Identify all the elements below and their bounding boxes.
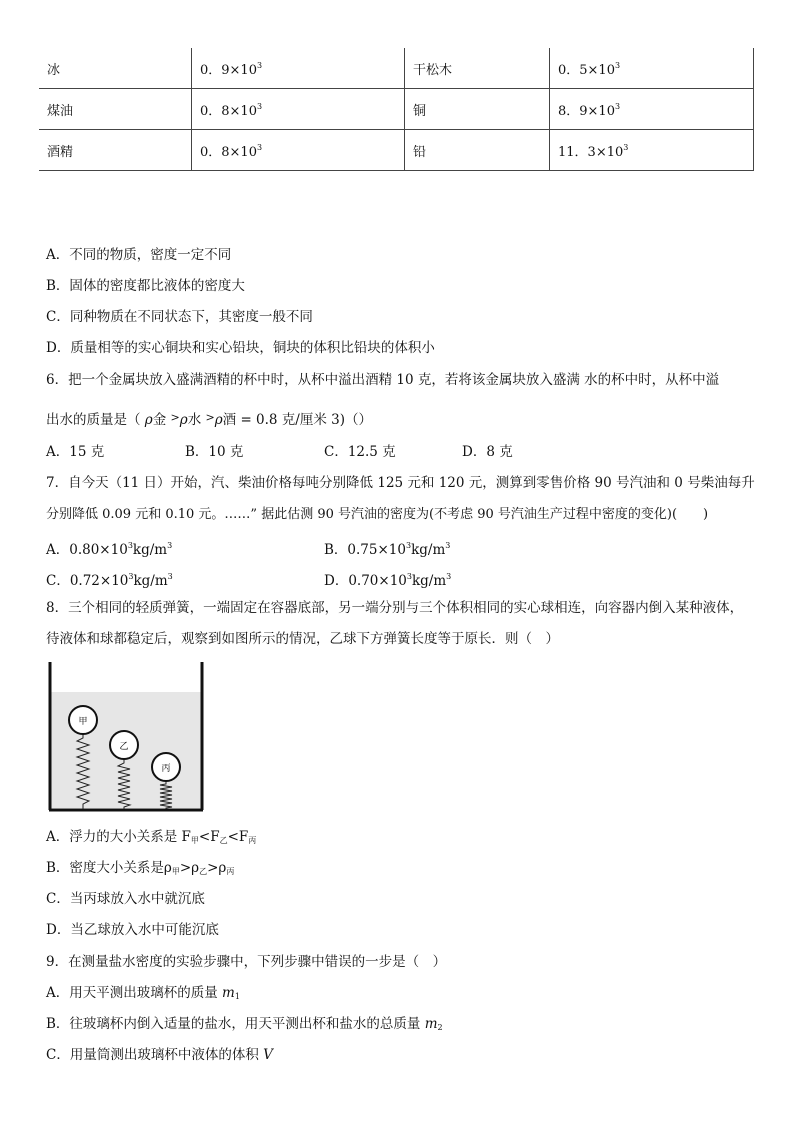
table-row	[39, 89, 754, 130]
ball-bing	[152, 753, 180, 781]
table-cell: 11．$3\times 10^3$	[550, 130, 754, 171]
q6-option-a: A．15 克	[46, 444, 105, 460]
q8-stem-line1: 8．三个相同的轻质弹簧，一端固定在容器底部，另一端分别与三个体积相同的实心球相连，向容器内倒入某种液体，	[46, 600, 744, 616]
q9-option-b: B．往玻璃杯内倒入适量的盐水，用天平测出杯和盐水的总质量 $m_2$	[46, 1016, 443, 1032]
table-cell: 铅	[405, 130, 550, 171]
q9-option-c: C．用量筒测出玻璃杯中液体的体积 V	[46, 1047, 273, 1063]
q8-stem-line2: 待液体和球都稳定后，观察到如图所示的情况，乙球下方弹簧长度等于原长．则（ ）	[46, 631, 559, 647]
svg-text:丙: 丙	[161, 764, 171, 774]
q9-stem: 9．在测量盐水密度的实验步骤中，下列步骤中错误的一步是（ ）	[46, 954, 447, 970]
q7-option-d: D．$0.70\times 10^3kg/m^3$	[324, 572, 452, 589]
q6-stem-line1: 6．把一个金属块放入盛满酒精的杯中时，从杯中溢出酒精 10 克，若将该金属块放入盛满 水的杯中时，从杯中溢	[46, 372, 720, 388]
q5-option-b: B．固体的密度都比液体的密度大	[46, 278, 245, 294]
q7-stem-line2: 分别降低 0.09 元和 0.10 元。……” 据此估测 90 号汽油的密度为(不考虑 90 号汽油生产过程中密度的变化)( )	[46, 507, 709, 522]
density-table	[39, 48, 754, 171]
q7-option-a: A．$0.80\times 10^3kg/m^3$	[46, 541, 173, 558]
q6-option-d: D．8 克	[462, 444, 513, 460]
q7-stem-line1: 7．自今天（11 日）开始，汽、柴油价格每吨分别降低 125 元和 120 元，测算到零售价格 90 号汽油和 0 号柴油每升	[46, 475, 755, 491]
q9-option-a: A．用天平测出玻璃杯的质量 $m_1$	[46, 985, 240, 1001]
q8-option-d: D．当乙球放入水中可能沉底	[46, 922, 219, 938]
table-cell: 0．$5\times 10^3$	[550, 48, 754, 89]
table-cell: 酒精	[39, 130, 192, 171]
table-cell: 0．$8\times 10^3$	[192, 130, 405, 171]
table-cell: 煤油	[39, 89, 192, 130]
ball-yi	[110, 731, 138, 759]
table-row	[39, 130, 754, 171]
table-cell: 8．$9\times 10^3$	[550, 89, 754, 130]
q5-option-c: C．同种物质在不同状态下，其密度一般不同	[46, 309, 313, 325]
q8-option-c: C．当丙球放入水中就沉底	[46, 891, 205, 907]
q7-option-c: C．$0.72\times 10^3kg/m^3$	[46, 572, 173, 589]
ball-jia	[69, 706, 97, 734]
q6-option-b: B．10 克	[185, 444, 244, 460]
q7-option-b: B．$0.75\times 10^3kg/m^3$	[324, 541, 451, 558]
table-row	[39, 48, 754, 89]
q5-option-d: D．质量相等的实心铜块和实心铅块，铜块的体积比铅块的体积小	[46, 340, 435, 356]
table-cell: 0．$8\times 10^3$	[192, 89, 405, 130]
q8-option-a: A．浮力的大小关系是 $F_甲<F_乙<F_丙$	[46, 829, 257, 845]
q6-stem-line2: 出水的质量是（ ρ金 >ρ水 >ρ酒 = 0.8 克/厘米 3)（）	[46, 411, 372, 428]
table-cell: 干松木	[405, 48, 550, 89]
q5-option-a: A．不同的物质，密度一定不同	[46, 247, 232, 263]
svg-text:乙: 乙	[119, 742, 129, 752]
svg-text:甲: 甲	[78, 717, 88, 727]
table-cell: 铜	[405, 89, 550, 130]
q8-option-b: B．密度大小关系是$\rho_甲>\rho_乙>\rho_丙$	[46, 860, 235, 876]
spring-container-figure	[46, 660, 206, 812]
table-cell: 0．$9\times 10^3$	[192, 48, 405, 89]
table-cell: 冰	[39, 48, 192, 89]
q6-option-c: C．12.5 克	[324, 444, 396, 460]
